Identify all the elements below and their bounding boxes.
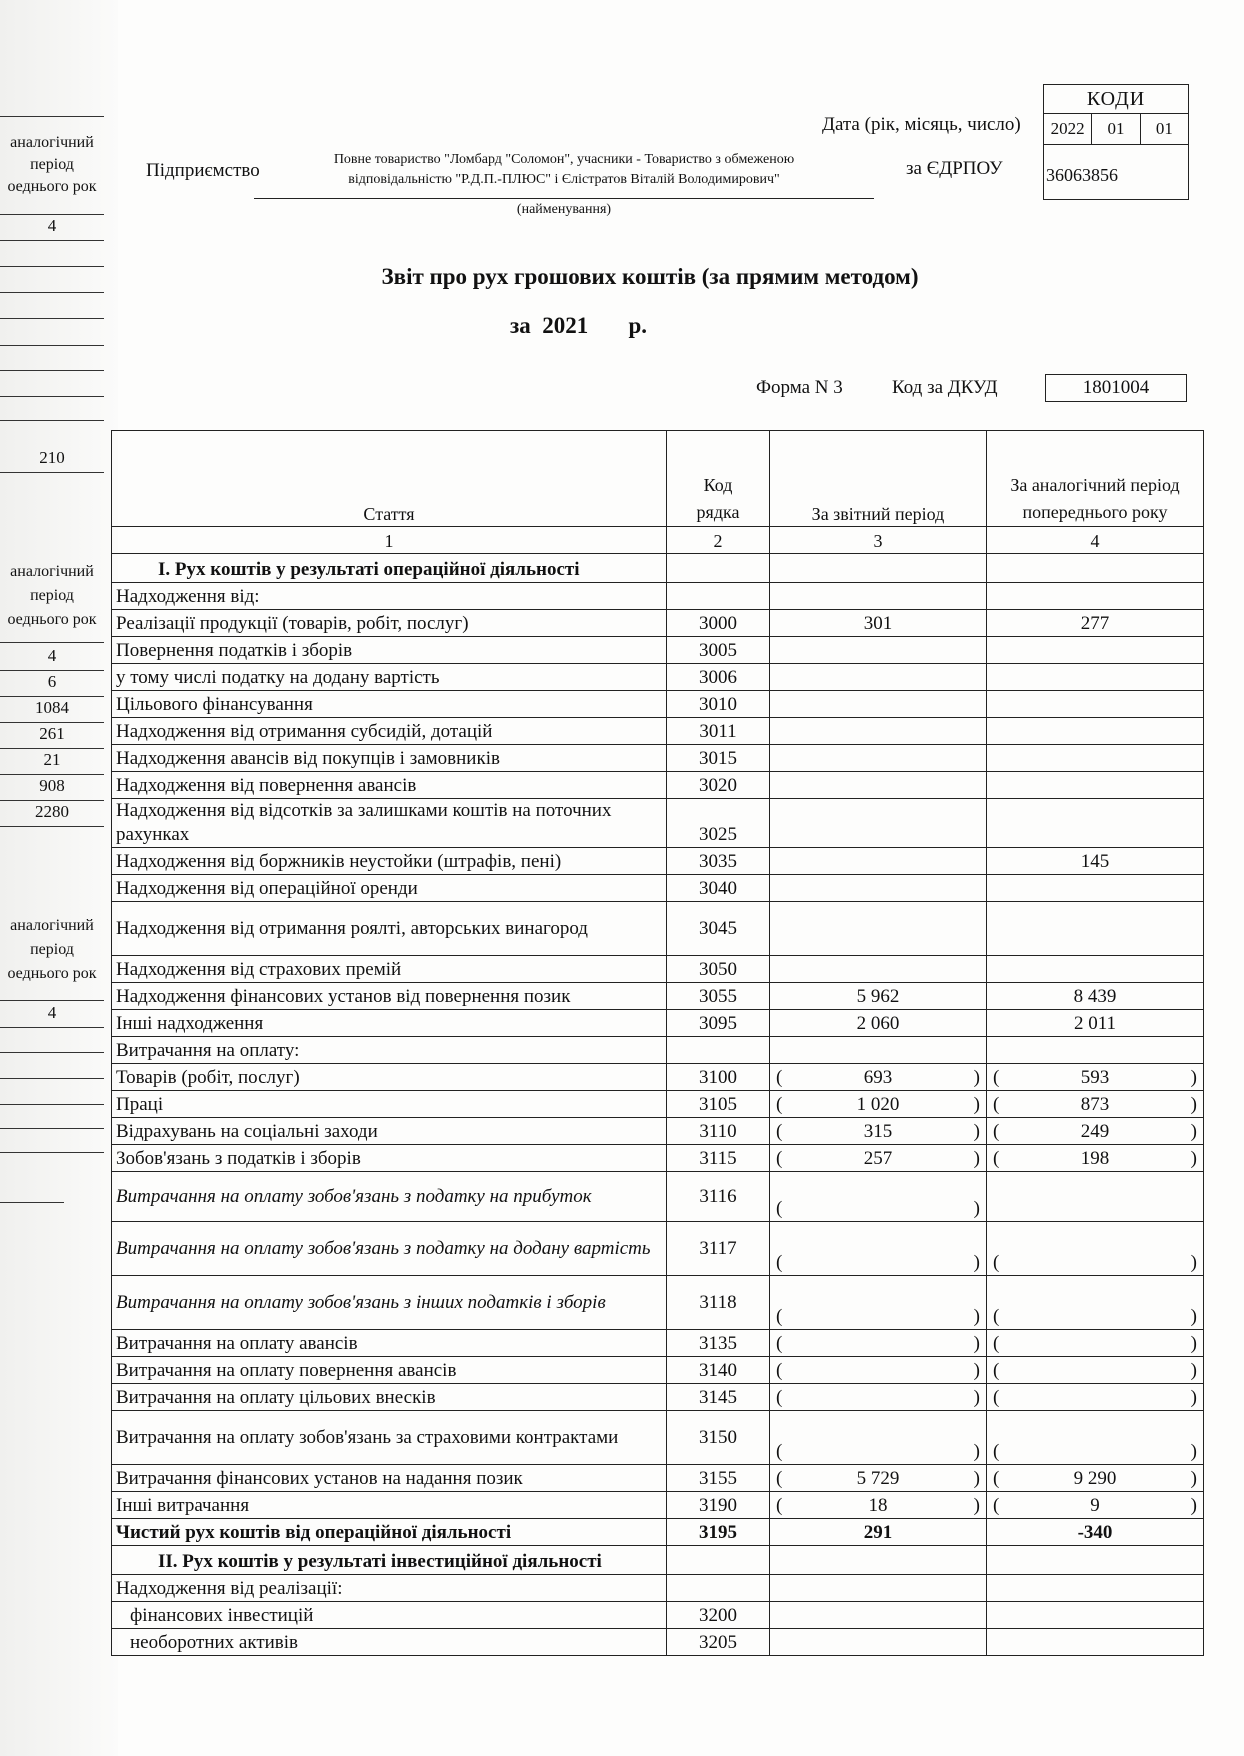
table-row bbox=[112, 610, 1204, 637]
table-row bbox=[112, 799, 1204, 848]
dkud-value: 1801004 bbox=[1045, 374, 1187, 402]
cell-value bbox=[770, 637, 987, 664]
row-code: 3015 bbox=[667, 745, 770, 772]
paren-open: ( bbox=[776, 1360, 783, 1381]
paren-close: ) bbox=[1190, 1121, 1197, 1142]
cell-bracketed bbox=[770, 1222, 987, 1276]
cell-value bbox=[987, 956, 1204, 983]
paren-close: ) bbox=[973, 1198, 980, 1219]
row-label: Витрачання на оплату зобов'язань з податку на додану вартість bbox=[112, 1222, 667, 1276]
cell-bracketed bbox=[770, 1064, 987, 1091]
paren-close: ) bbox=[1190, 1495, 1197, 1516]
cell-bracketed bbox=[770, 1172, 987, 1222]
cell-value bbox=[987, 799, 1204, 848]
table-row bbox=[112, 1330, 1204, 1357]
date-day: 01 bbox=[1155, 119, 1173, 138]
cell-value: 2 011 bbox=[987, 1010, 1204, 1037]
margin-value: 2280 bbox=[35, 802, 69, 821]
cell-value bbox=[987, 718, 1204, 745]
row-code bbox=[667, 583, 770, 610]
paren-open: ( bbox=[776, 1441, 783, 1462]
cell-value: 257 bbox=[863, 1148, 893, 1169]
table-row bbox=[112, 1602, 1204, 1629]
paren-open: ( bbox=[776, 1148, 783, 1169]
row-code: 3200 bbox=[667, 1602, 770, 1629]
col-number: 3 bbox=[770, 527, 987, 554]
cell-value bbox=[987, 772, 1204, 799]
paren-close: ) bbox=[973, 1495, 980, 1516]
cell-bracketed bbox=[987, 1357, 1204, 1384]
paren-open: ( bbox=[993, 1441, 1000, 1462]
period-line bbox=[510, 313, 647, 339]
paren-open: ( bbox=[776, 1468, 783, 1489]
cell-value: 301 bbox=[770, 610, 987, 637]
cell-value bbox=[770, 902, 987, 956]
cell-value: 1 020 bbox=[856, 1094, 900, 1115]
edrpou-value: 36063856 bbox=[1046, 165, 1118, 185]
cell-value bbox=[987, 745, 1204, 772]
margin-value: 21 bbox=[43, 750, 61, 769]
row-label: Повернення податків і зборів bbox=[112, 637, 667, 664]
paren-close: ) bbox=[973, 1067, 980, 1088]
row-label: І. Рух коштів у результаті операційної діяльності bbox=[112, 554, 667, 583]
paren-close: ) bbox=[973, 1468, 980, 1489]
table-row bbox=[112, 637, 1204, 664]
codes-title: КОДИ bbox=[1044, 85, 1188, 114]
paren-close: ) bbox=[973, 1148, 980, 1169]
row-label: ІІ. Рух коштів у результаті інвестиційної діяльності bbox=[112, 1546, 667, 1575]
cell-value bbox=[770, 1575, 987, 1602]
margin-text: аналогічний bbox=[10, 134, 94, 151]
cell-value: 5 729 bbox=[856, 1468, 900, 1489]
row-label: Зобов'язань з податків і зборів bbox=[112, 1145, 667, 1172]
cell-bracketed bbox=[987, 1276, 1204, 1330]
cell-bracketed bbox=[770, 1276, 987, 1330]
cell-value: 2 060 bbox=[770, 1010, 987, 1037]
paren-close: ) bbox=[1190, 1468, 1197, 1489]
cell-value bbox=[987, 1602, 1204, 1629]
row-code: 3135 bbox=[667, 1330, 770, 1357]
cell-bracketed bbox=[987, 1091, 1204, 1118]
paren-open: ( bbox=[993, 1387, 1000, 1408]
paren-close: ) bbox=[1190, 1306, 1197, 1327]
paren-open: ( bbox=[776, 1121, 783, 1142]
cell-bracketed bbox=[987, 1384, 1204, 1411]
row-code: 3006 bbox=[667, 664, 770, 691]
cell-bracketed bbox=[770, 1357, 987, 1384]
table-row bbox=[112, 1465, 1204, 1492]
cell-bracketed bbox=[987, 1118, 1204, 1145]
cell-value bbox=[987, 1575, 1204, 1602]
header-article: Стаття bbox=[112, 431, 667, 527]
row-code: 3145 bbox=[667, 1384, 770, 1411]
cell-value: 8 439 bbox=[987, 983, 1204, 1010]
row-label: Витрачання на оплату зобов'язань за страховими контрактами bbox=[112, 1411, 667, 1465]
report-title: Звіт про рух грошових коштів (за прямим методом) bbox=[381, 264, 919, 289]
row-code: 3020 bbox=[667, 772, 770, 799]
paren-close: ) bbox=[973, 1252, 980, 1273]
scan-shadow bbox=[0, 0, 118, 1756]
table-row bbox=[112, 1276, 1204, 1330]
paren-open: ( bbox=[776, 1252, 783, 1273]
paren-close: ) bbox=[1190, 1333, 1197, 1354]
cell-value: 198 bbox=[1080, 1148, 1110, 1169]
table-row bbox=[112, 1519, 1204, 1546]
cell-value: 9 bbox=[1090, 1495, 1100, 1516]
cell-value: 873 bbox=[1080, 1094, 1110, 1115]
cell-value: 315 bbox=[863, 1121, 893, 1142]
cell-bracketed bbox=[987, 1465, 1204, 1492]
cell-bracketed bbox=[770, 1492, 987, 1519]
cell-value: -340 bbox=[987, 1519, 1204, 1546]
margin-text: оеднього рок bbox=[7, 611, 97, 628]
cell-value bbox=[987, 1629, 1204, 1656]
table-row bbox=[112, 1064, 1204, 1091]
margin-value: 908 bbox=[39, 776, 65, 795]
paren-open: ( bbox=[776, 1067, 783, 1088]
row-code: 3190 bbox=[667, 1492, 770, 1519]
enterprise-name-line2: відповідальністю "Р.Д.П.-ПЛЮС" і Єлістратов Віталій Володимирович" bbox=[348, 172, 780, 187]
codes-box bbox=[1043, 84, 1189, 200]
row-label: Інші надходження bbox=[112, 1010, 667, 1037]
row-code: 3195 bbox=[667, 1519, 770, 1546]
cell-value bbox=[987, 1172, 1204, 1222]
margin-text: оеднього рок bbox=[7, 178, 97, 195]
paren-close: ) bbox=[973, 1121, 980, 1142]
row-label: Надходження від страхових премій bbox=[112, 956, 667, 983]
table-row bbox=[112, 1145, 1204, 1172]
paren-close: ) bbox=[973, 1387, 980, 1408]
cell-value bbox=[987, 664, 1204, 691]
row-code: 3116 bbox=[667, 1172, 770, 1222]
row-label: Витрачання на оплату цільових внесків bbox=[112, 1384, 667, 1411]
row-code bbox=[667, 554, 770, 583]
cell-value bbox=[770, 875, 987, 902]
row-label: Надходження фінансових установ від повернення позик bbox=[112, 983, 667, 1010]
cell-bracketed bbox=[770, 1330, 987, 1357]
paren-open: ( bbox=[776, 1198, 783, 1219]
name-underline bbox=[254, 198, 874, 199]
cell-bracketed bbox=[770, 1091, 987, 1118]
margin-value: 4 bbox=[47, 216, 57, 235]
cell-value bbox=[770, 554, 987, 583]
row-label: у тому числі податку на додану вартість bbox=[112, 664, 667, 691]
paren-close: ) bbox=[1190, 1067, 1197, 1088]
row-code: 3100 bbox=[667, 1064, 770, 1091]
cell-value bbox=[770, 718, 987, 745]
table-row bbox=[112, 1357, 1204, 1384]
table-row bbox=[112, 902, 1204, 956]
col-number: 2 bbox=[667, 527, 770, 554]
row-code: 3055 bbox=[667, 983, 770, 1010]
cell-bracketed bbox=[770, 1384, 987, 1411]
paren-open: ( bbox=[776, 1306, 783, 1327]
cell-value: 145 bbox=[987, 848, 1204, 875]
header-previous: За аналогічний період попереднього року bbox=[987, 431, 1204, 527]
enterprise-name-line1: Повне товариство "Ломбард "Соломон", учасники - Товариство з обмеженою bbox=[333, 152, 795, 167]
table-row bbox=[112, 772, 1204, 799]
paren-open: ( bbox=[993, 1468, 1000, 1489]
cell-value: 5 962 bbox=[770, 983, 987, 1010]
margin-value: 6 bbox=[47, 672, 57, 691]
cell-value bbox=[987, 875, 1204, 902]
cell-value bbox=[987, 1546, 1204, 1575]
row-code: 3205 bbox=[667, 1629, 770, 1656]
row-label: Інші витрачання bbox=[112, 1492, 667, 1519]
table-row bbox=[112, 691, 1204, 718]
paren-open: ( bbox=[993, 1067, 1000, 1088]
paren-close: ) bbox=[1190, 1441, 1197, 1462]
row-code: 3155 bbox=[667, 1465, 770, 1492]
table-row bbox=[112, 1091, 1204, 1118]
paren-open: ( bbox=[776, 1333, 783, 1354]
paren-close: ) bbox=[1190, 1094, 1197, 1115]
margin-text: аналогічний bbox=[10, 563, 94, 580]
table-row bbox=[112, 554, 1204, 583]
cell-bracketed bbox=[770, 1465, 987, 1492]
row-code: 3050 bbox=[667, 956, 770, 983]
table-row bbox=[112, 1384, 1204, 1411]
table-row bbox=[112, 1629, 1204, 1656]
table-row bbox=[112, 583, 1204, 610]
paren-close: ) bbox=[973, 1306, 980, 1327]
row-code: 3025 bbox=[667, 799, 770, 848]
cashflow-table bbox=[111, 430, 1204, 1656]
name-caption: (найменування) bbox=[516, 202, 612, 217]
cell-bracketed bbox=[770, 1145, 987, 1172]
row-label: Праці bbox=[112, 1091, 667, 1118]
row-label: фінансових інвестицій bbox=[112, 1602, 667, 1629]
cell-value bbox=[770, 664, 987, 691]
row-code: 3000 bbox=[667, 610, 770, 637]
cell-bracketed bbox=[987, 1145, 1204, 1172]
paren-open: ( bbox=[993, 1360, 1000, 1381]
row-code: 3105 bbox=[667, 1091, 770, 1118]
header-code: Код рядка bbox=[667, 431, 770, 527]
cell-bracketed bbox=[770, 1411, 987, 1465]
paren-close: ) bbox=[973, 1441, 980, 1462]
cell-value bbox=[987, 691, 1204, 718]
row-code: 3011 bbox=[667, 718, 770, 745]
column-numbers-row bbox=[112, 527, 1204, 554]
table-row bbox=[112, 718, 1204, 745]
margin-value: 261 bbox=[39, 724, 65, 743]
row-code: 3110 bbox=[667, 1118, 770, 1145]
cell-value bbox=[770, 1629, 987, 1656]
cell-value bbox=[770, 799, 987, 848]
margin-text: період bbox=[30, 941, 74, 958]
table-row bbox=[112, 1411, 1204, 1465]
cell-value bbox=[770, 848, 987, 875]
margin-value: 4 bbox=[47, 1003, 57, 1022]
row-label: Витрачання фінансових установ на надання позик bbox=[112, 1465, 667, 1492]
cell-bracketed bbox=[987, 1330, 1204, 1357]
paren-open: ( bbox=[993, 1252, 1000, 1273]
cell-value bbox=[987, 637, 1204, 664]
cell-value bbox=[770, 772, 987, 799]
cell-value: 693 bbox=[863, 1067, 893, 1088]
row-label: Надходження від повернення авансів bbox=[112, 772, 667, 799]
row-label: Надходження від операційної оренди bbox=[112, 875, 667, 902]
row-label: Надходження від отримання субсидій, дотацій bbox=[112, 718, 667, 745]
margin-text: оеднього рок bbox=[7, 965, 97, 982]
paren-open: ( bbox=[776, 1495, 783, 1516]
period-year: 2021 bbox=[542, 313, 589, 338]
row-label: Витрачання на оплату зобов'язань з інших податків і зборів bbox=[112, 1276, 667, 1330]
cell-value bbox=[770, 583, 987, 610]
cell-bracketed bbox=[987, 1411, 1204, 1465]
margin-text: період bbox=[30, 156, 74, 173]
form-label: Форма N 3 bbox=[756, 377, 843, 398]
row-code: 3040 bbox=[667, 875, 770, 902]
margin-text: аналогічний bbox=[10, 917, 94, 934]
cell-value: 291 bbox=[770, 1519, 987, 1546]
table-row bbox=[112, 1492, 1204, 1519]
row-label: Відрахувань на соціальні заходи bbox=[112, 1118, 667, 1145]
row-code: 3095 bbox=[667, 1010, 770, 1037]
cell-value bbox=[770, 1602, 987, 1629]
paren-open: ( bbox=[776, 1094, 783, 1115]
row-label: Витрачання на оплату зобов'язань з податку на прибуток bbox=[112, 1172, 667, 1222]
row-code: 3045 bbox=[667, 902, 770, 956]
row-label: Надходження авансів від покупців і замовників bbox=[112, 745, 667, 772]
row-code: 3010 bbox=[667, 691, 770, 718]
row-code bbox=[667, 1546, 770, 1575]
row-label: Надходження від: bbox=[112, 583, 667, 610]
margin-value: 1084 bbox=[35, 698, 69, 717]
row-code bbox=[667, 1575, 770, 1602]
table-row bbox=[112, 664, 1204, 691]
col-number: 4 bbox=[987, 527, 1204, 554]
row-label: Цільового фінансування bbox=[112, 691, 667, 718]
row-code: 3118 bbox=[667, 1276, 770, 1330]
cell-value: 593 bbox=[1080, 1067, 1110, 1088]
margin-text: період bbox=[30, 587, 74, 604]
col-number: 1 bbox=[112, 527, 667, 554]
paren-close: ) bbox=[1190, 1360, 1197, 1381]
cell-value bbox=[770, 745, 987, 772]
enterprise-label: Підприємство bbox=[146, 160, 260, 181]
row-label: Надходження від боржників неустойки (штрафів, пені) bbox=[112, 848, 667, 875]
dkud-label: Код за ДКУД bbox=[892, 377, 998, 398]
paren-open: ( bbox=[993, 1495, 1000, 1516]
row-label: Витрачання на оплату авансів bbox=[112, 1330, 667, 1357]
paren-close: ) bbox=[1190, 1387, 1197, 1408]
cell-value bbox=[770, 956, 987, 983]
period-prefix: за bbox=[510, 313, 531, 338]
cell-bracketed bbox=[987, 1222, 1204, 1276]
paren-close: ) bbox=[973, 1333, 980, 1354]
date-cells bbox=[1044, 114, 1188, 145]
paren-close: ) bbox=[1190, 1252, 1197, 1273]
table-row bbox=[112, 1118, 1204, 1145]
table-row bbox=[112, 983, 1204, 1010]
cell-value bbox=[770, 1546, 987, 1575]
paren-open: ( bbox=[993, 1121, 1000, 1142]
paren-open: ( bbox=[993, 1333, 1000, 1354]
cell-value bbox=[987, 554, 1204, 583]
margin-value: 4 bbox=[47, 646, 57, 665]
paren-open: ( bbox=[776, 1387, 783, 1408]
cell-value bbox=[987, 902, 1204, 956]
row-label: Витрачання на оплату: bbox=[112, 1037, 667, 1064]
paren-close: ) bbox=[1190, 1148, 1197, 1169]
cell-value bbox=[770, 1037, 987, 1064]
table-header-row bbox=[112, 431, 1204, 527]
row-code bbox=[667, 1037, 770, 1064]
row-code: 3035 bbox=[667, 848, 770, 875]
row-label: Товарів (робіт, послуг) bbox=[112, 1064, 667, 1091]
date-month: 01 bbox=[1092, 114, 1140, 144]
row-code: 3005 bbox=[667, 637, 770, 664]
cell-value bbox=[770, 691, 987, 718]
table-row bbox=[112, 875, 1204, 902]
paren-open: ( bbox=[993, 1306, 1000, 1327]
row-code: 3117 bbox=[667, 1222, 770, 1276]
row-code: 3150 bbox=[667, 1411, 770, 1465]
table-row bbox=[112, 1172, 1204, 1222]
cell-value: 18 bbox=[868, 1495, 888, 1516]
cell-value: 277 bbox=[987, 610, 1204, 637]
date-label: Дата (рік, місяць, число) bbox=[822, 114, 1021, 135]
cell-bracketed bbox=[987, 1492, 1204, 1519]
table-row bbox=[112, 745, 1204, 772]
table-row bbox=[112, 1222, 1204, 1276]
table-row bbox=[112, 848, 1204, 875]
table-row bbox=[112, 1010, 1204, 1037]
enterprise-name bbox=[254, 150, 874, 190]
table-row bbox=[112, 1546, 1204, 1575]
cell-value bbox=[987, 583, 1204, 610]
table-row bbox=[112, 1575, 1204, 1602]
row-label: Надходження від отримання роялті, авторських винагород bbox=[112, 902, 667, 956]
row-label: Витрачання на оплату повернення авансів bbox=[112, 1357, 667, 1384]
date-year: 2022 bbox=[1044, 114, 1092, 144]
paren-close: ) bbox=[973, 1094, 980, 1115]
row-label: Надходження від відсотків за залишками коштів на поточних рахунках bbox=[112, 799, 667, 848]
table-row bbox=[112, 956, 1204, 983]
row-label: Чистий рух коштів від операційної діяльності bbox=[112, 1519, 667, 1546]
period-suffix: р. bbox=[628, 313, 648, 338]
row-code: 3115 bbox=[667, 1145, 770, 1172]
table-row bbox=[112, 1037, 1204, 1064]
row-code: 3140 bbox=[667, 1357, 770, 1384]
paren-open: ( bbox=[993, 1148, 1000, 1169]
margin-value: 210 bbox=[39, 448, 65, 467]
row-label: Реалізації продукції (товарів, робіт, послуг) bbox=[112, 610, 667, 637]
paren-close: ) bbox=[973, 1360, 980, 1381]
row-label: Надходження від реалізації: bbox=[112, 1575, 667, 1602]
paren-open: ( bbox=[993, 1094, 1000, 1115]
cell-value: 9 290 bbox=[1073, 1468, 1117, 1489]
cell-value: 249 bbox=[1080, 1121, 1110, 1142]
cell-bracketed bbox=[770, 1118, 987, 1145]
row-label: необоротних активів bbox=[112, 1629, 667, 1656]
cell-bracketed bbox=[987, 1064, 1204, 1091]
cell-value bbox=[987, 1037, 1204, 1064]
header-current: За звітний період bbox=[770, 431, 987, 527]
edrpou-label: за ЄДРПОУ bbox=[906, 158, 1003, 179]
